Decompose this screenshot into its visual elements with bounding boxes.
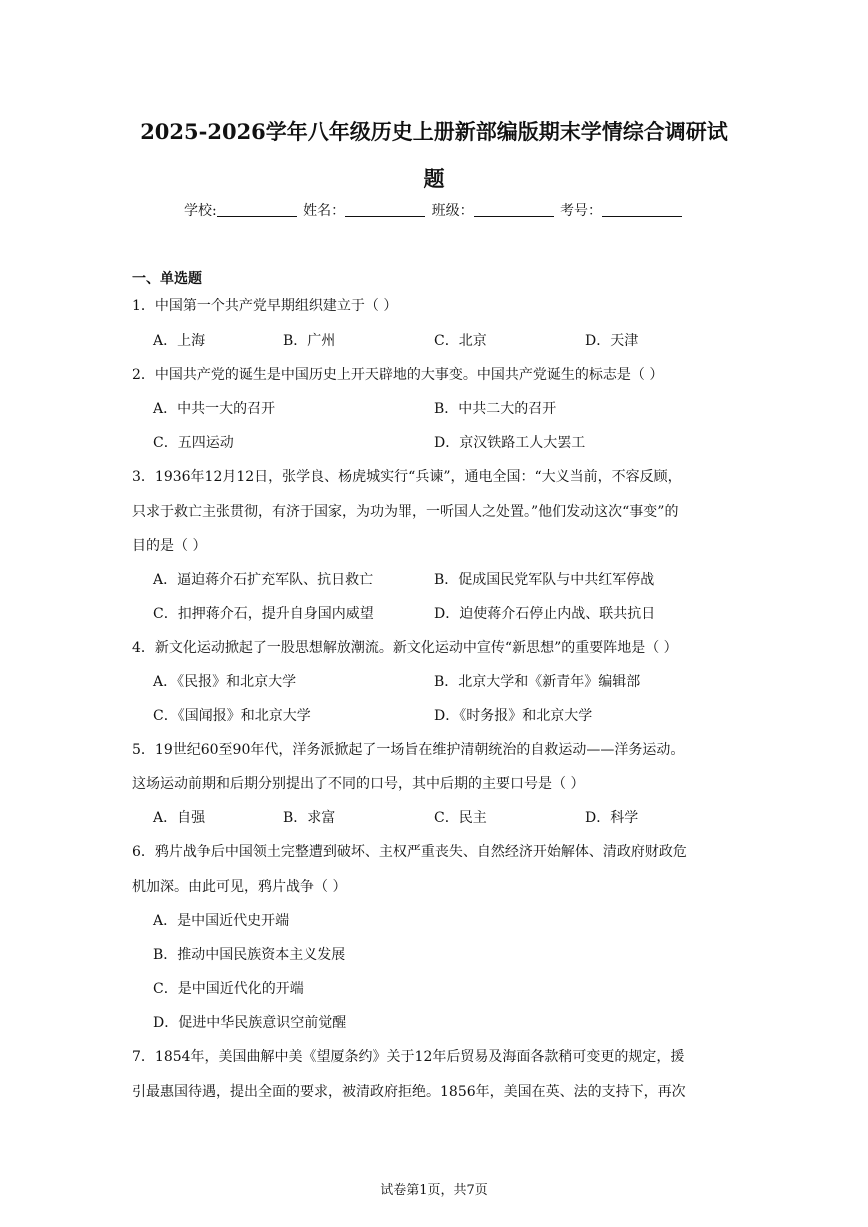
exam-title-line1: 2025-2026学年八年级历史上册新部编版期末学情综合调研试 bbox=[140, 119, 728, 144]
question-2-stem: 2．中国共产党的诞生是中国历史上开天辟地的大事变。中国共产党诞生的标志是（ ） bbox=[132, 367, 664, 383]
q1-option-d[interactable]: D．天津 bbox=[585, 333, 639, 349]
q4-option-d[interactable]: D．《时务报》和北京大学 bbox=[434, 708, 593, 724]
question-4-stem: 4．新文化运动掀起了一股思想解放潮流。新文化运动中宣传“新思想”的重要阵地是（ ） bbox=[132, 640, 678, 656]
q6-option-b[interactable]: B．推动中国民族资本主义发展 bbox=[153, 947, 346, 963]
q5-option-b[interactable]: B．求富 bbox=[283, 810, 336, 826]
question-5-stem-line2: 这场运动前期和后期分别提出了不同的口号，其中后期的主要口号是（ ） bbox=[132, 776, 585, 792]
q4-option-c[interactable]: C．《国闻报》和北京大学 bbox=[153, 708, 311, 724]
name-blank[interactable] bbox=[345, 202, 425, 217]
q6-option-d[interactable]: D．促进中华民族意识空前觉醒 bbox=[153, 1015, 347, 1031]
q5-option-d[interactable]: D．科学 bbox=[585, 810, 639, 826]
q2-option-c[interactable]: C．五四运动 bbox=[153, 435, 234, 451]
section-heading: 一、单选题 bbox=[132, 271, 202, 287]
page-footer: 试卷第1页，共7页 bbox=[380, 1183, 488, 1198]
q4-option-a[interactable]: A．《民报》和北京大学 bbox=[153, 674, 297, 690]
q2-option-d[interactable]: D．京汉铁路工人大罢工 bbox=[434, 435, 586, 451]
q4-option-b[interactable]: B．北京大学和《新青年》编辑部 bbox=[434, 674, 641, 690]
question-6-stem-line2: 机加深。由此可见，鸦片战争（ ） bbox=[132, 879, 347, 895]
question-5-stem-line1: 5．19世纪60至90年代，洋务派掀起了一场旨在维护清朝统治的自救运动——洋务运动。 bbox=[132, 742, 685, 758]
q6-option-c[interactable]: C．是中国近代化的开端 bbox=[153, 981, 304, 997]
question-7-stem-line1: 7．1854年，美国曲解中美《望厦条约》关于12年后贸易及海面各款稍可变更的规定，援 bbox=[132, 1049, 685, 1065]
question-3-stem-line2: 只求于救亡主张贯彻，有济于国家，为功为罪，一听国人之处置。”他们发动这次“事变”的 bbox=[132, 504, 679, 520]
question-3-stem-line1: 3．1936年12月12日，张学良、杨虎城实行“兵谏”，通电全国：“大义当前，不容反顾， bbox=[132, 469, 682, 485]
q5-option-a[interactable]: A．自强 bbox=[153, 810, 206, 826]
question-6-stem-line1: 6．鸦片战争后中国领土完整遭到破坏、主权严重丧失、自然经济开始解体、清政府财政危 bbox=[132, 844, 687, 860]
exam-title-line2: 题 bbox=[423, 166, 445, 191]
name-label: 姓名： bbox=[303, 203, 346, 219]
q1-option-a[interactable]: A．上海 bbox=[153, 333, 206, 349]
number-label: 考号： bbox=[560, 203, 603, 219]
q6-option-a[interactable]: A．是中国近代史开端 bbox=[153, 913, 290, 929]
student-info-row bbox=[0, 200, 868, 220]
q1-option-c[interactable]: C．北京 bbox=[434, 333, 487, 349]
question-3-stem-line3: 目的是（ ） bbox=[132, 538, 207, 554]
school-label: 学校: bbox=[183, 203, 217, 219]
q2-option-a[interactable]: A．中共一大的召开 bbox=[153, 401, 276, 417]
class-blank[interactable] bbox=[474, 202, 554, 217]
q5-option-c[interactable]: C．民主 bbox=[434, 810, 487, 826]
q3-option-a[interactable]: A．逼迫蒋介石扩充军队、抗日救亡 bbox=[153, 572, 374, 588]
question-1-stem: 1．中国第一个共产党早期组织建立于（ ） bbox=[132, 298, 398, 314]
q1-option-b[interactable]: B．广州 bbox=[283, 333, 336, 349]
class-label: 班级： bbox=[431, 203, 474, 219]
school-blank[interactable] bbox=[217, 202, 297, 217]
number-blank[interactable] bbox=[602, 202, 682, 217]
q3-option-d[interactable]: D．迫使蒋介石停止内战、联共抗日 bbox=[434, 606, 656, 622]
q2-option-b[interactable]: B．中共二大的召开 bbox=[434, 401, 557, 417]
q3-option-b[interactable]: B．促成国民党军队与中共红军停战 bbox=[434, 572, 655, 588]
question-7-stem-line2: 引最惠国待遇，提出全面的要求，被清政府拒绝。1856年，美国在英、法的支持下，再次 bbox=[132, 1084, 686, 1100]
q3-option-c[interactable]: C．扣押蒋介石，提升自身国内威望 bbox=[153, 606, 374, 622]
